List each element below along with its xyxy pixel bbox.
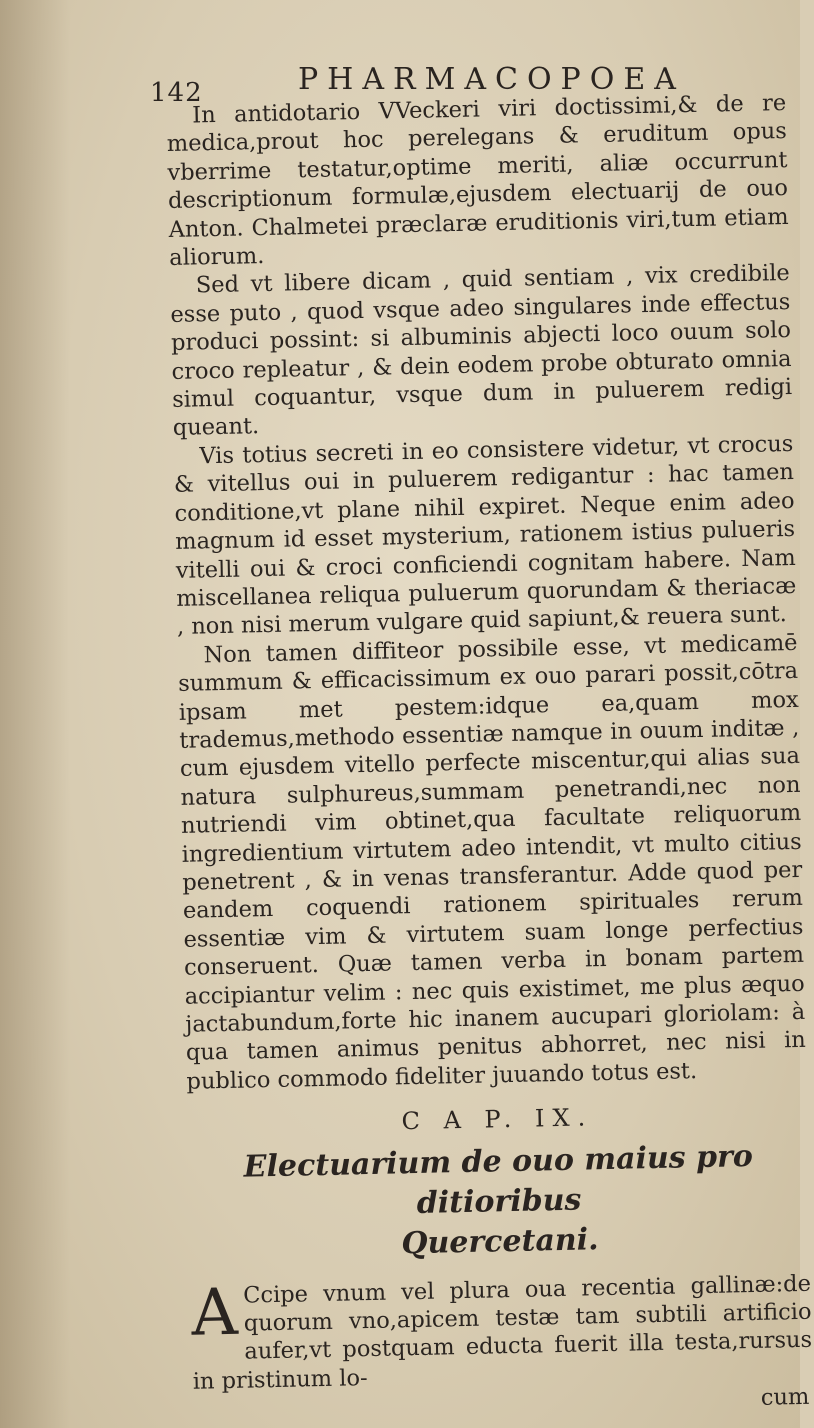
paragraph-3: Vis totius secreti in eo consistere videtur, vt crocus & vitellus oui in puluerem redigantur : hac tamen conditione,vt plane nihil expiret. Neque enim adeo magnum id esset mysterium, rationem istius pulueris vitelli oui & croci conficiendi cognitam habere. Nam miscellanea reliqua puluerum quorundam & theriacæ , non nisi merum vulgare quid sapiunt,& reuera sunt. (173, 430, 797, 641)
recipe-text: Ccipe vnum vel plura oua recentia gallinæ:de quorum vno,apicem testæ tam subtili artificio aufer,vt postquam educta fuerit illa testa,rursus in pristinum lo- (192, 1270, 813, 1395)
chapter-label: C A P. IX. (401, 1103, 594, 1136)
paragraph-4: Non tamen diffiteor possibile esse, vt medicamē summum & efficacissimum ex ouo parari possit,cōtra ipsam met pestem:idque ea,quam mox trademus,methodo essentiæ namque in ouum inditæ , cum ejusdem vitello perfecte miscentur,qui alias sua natura sulphureus,summam penetrandi,nec non nutriendi vim obtinet,qua facultate reliquorum ingredientium virtutem adeo intendit, vt multo citius penetrent , & in venas transferantur. Adde quod per eandem coquendi rationem spirituales rerum essentiæ vim & virtutem suam longe perfectius conseruent. Quæ tamen verba in bonam partem accipiantur velim : nec quis existimet, me plus æquo jactabundum,forte hic inanem aucupari gloriolam: à qua tamen animus penitus abhorret, nec nisi in publico commodo fideliter juuando totus est. (177, 629, 807, 1095)
paragraph-2: Sed vt libere dicam , quid sentiam , vix credibile esse puto , quod vsque adeo singulares inde effectus produci possint: si albuminis abjecti loco ouum solo croco repleatur , & dein eodem probe obturato omnia simul coquantur, vsque dum in puluerem redigi queant. (170, 260, 793, 442)
running-head: PHARMACOPOEA (298, 62, 685, 97)
drop-cap: A (190, 1275, 239, 1351)
recipe-paragraph (191, 1269, 813, 1396)
catchword: cum (760, 1384, 810, 1412)
chapter-title: Electuarium de ouo maius pro ditioribus (243, 1138, 754, 1221)
page-number: 142 (150, 78, 203, 108)
text-block (166, 89, 814, 1424)
paragraph-1: In antidotario VVeckeri viri doctissimi,& de re medica,prout hoc perelegans & eruditum opus vberrime testatur,optime meriti, aliæ occurrunt descriptionum formulæ,ejusdem electuarij de ouo Anton. Chalmetei præclaræ eruditionis viri,tum etiam aliorum. (166, 90, 789, 271)
chapter-title-author: Quercetani. (401, 1221, 599, 1261)
gutter-shadow (0, 0, 70, 1428)
